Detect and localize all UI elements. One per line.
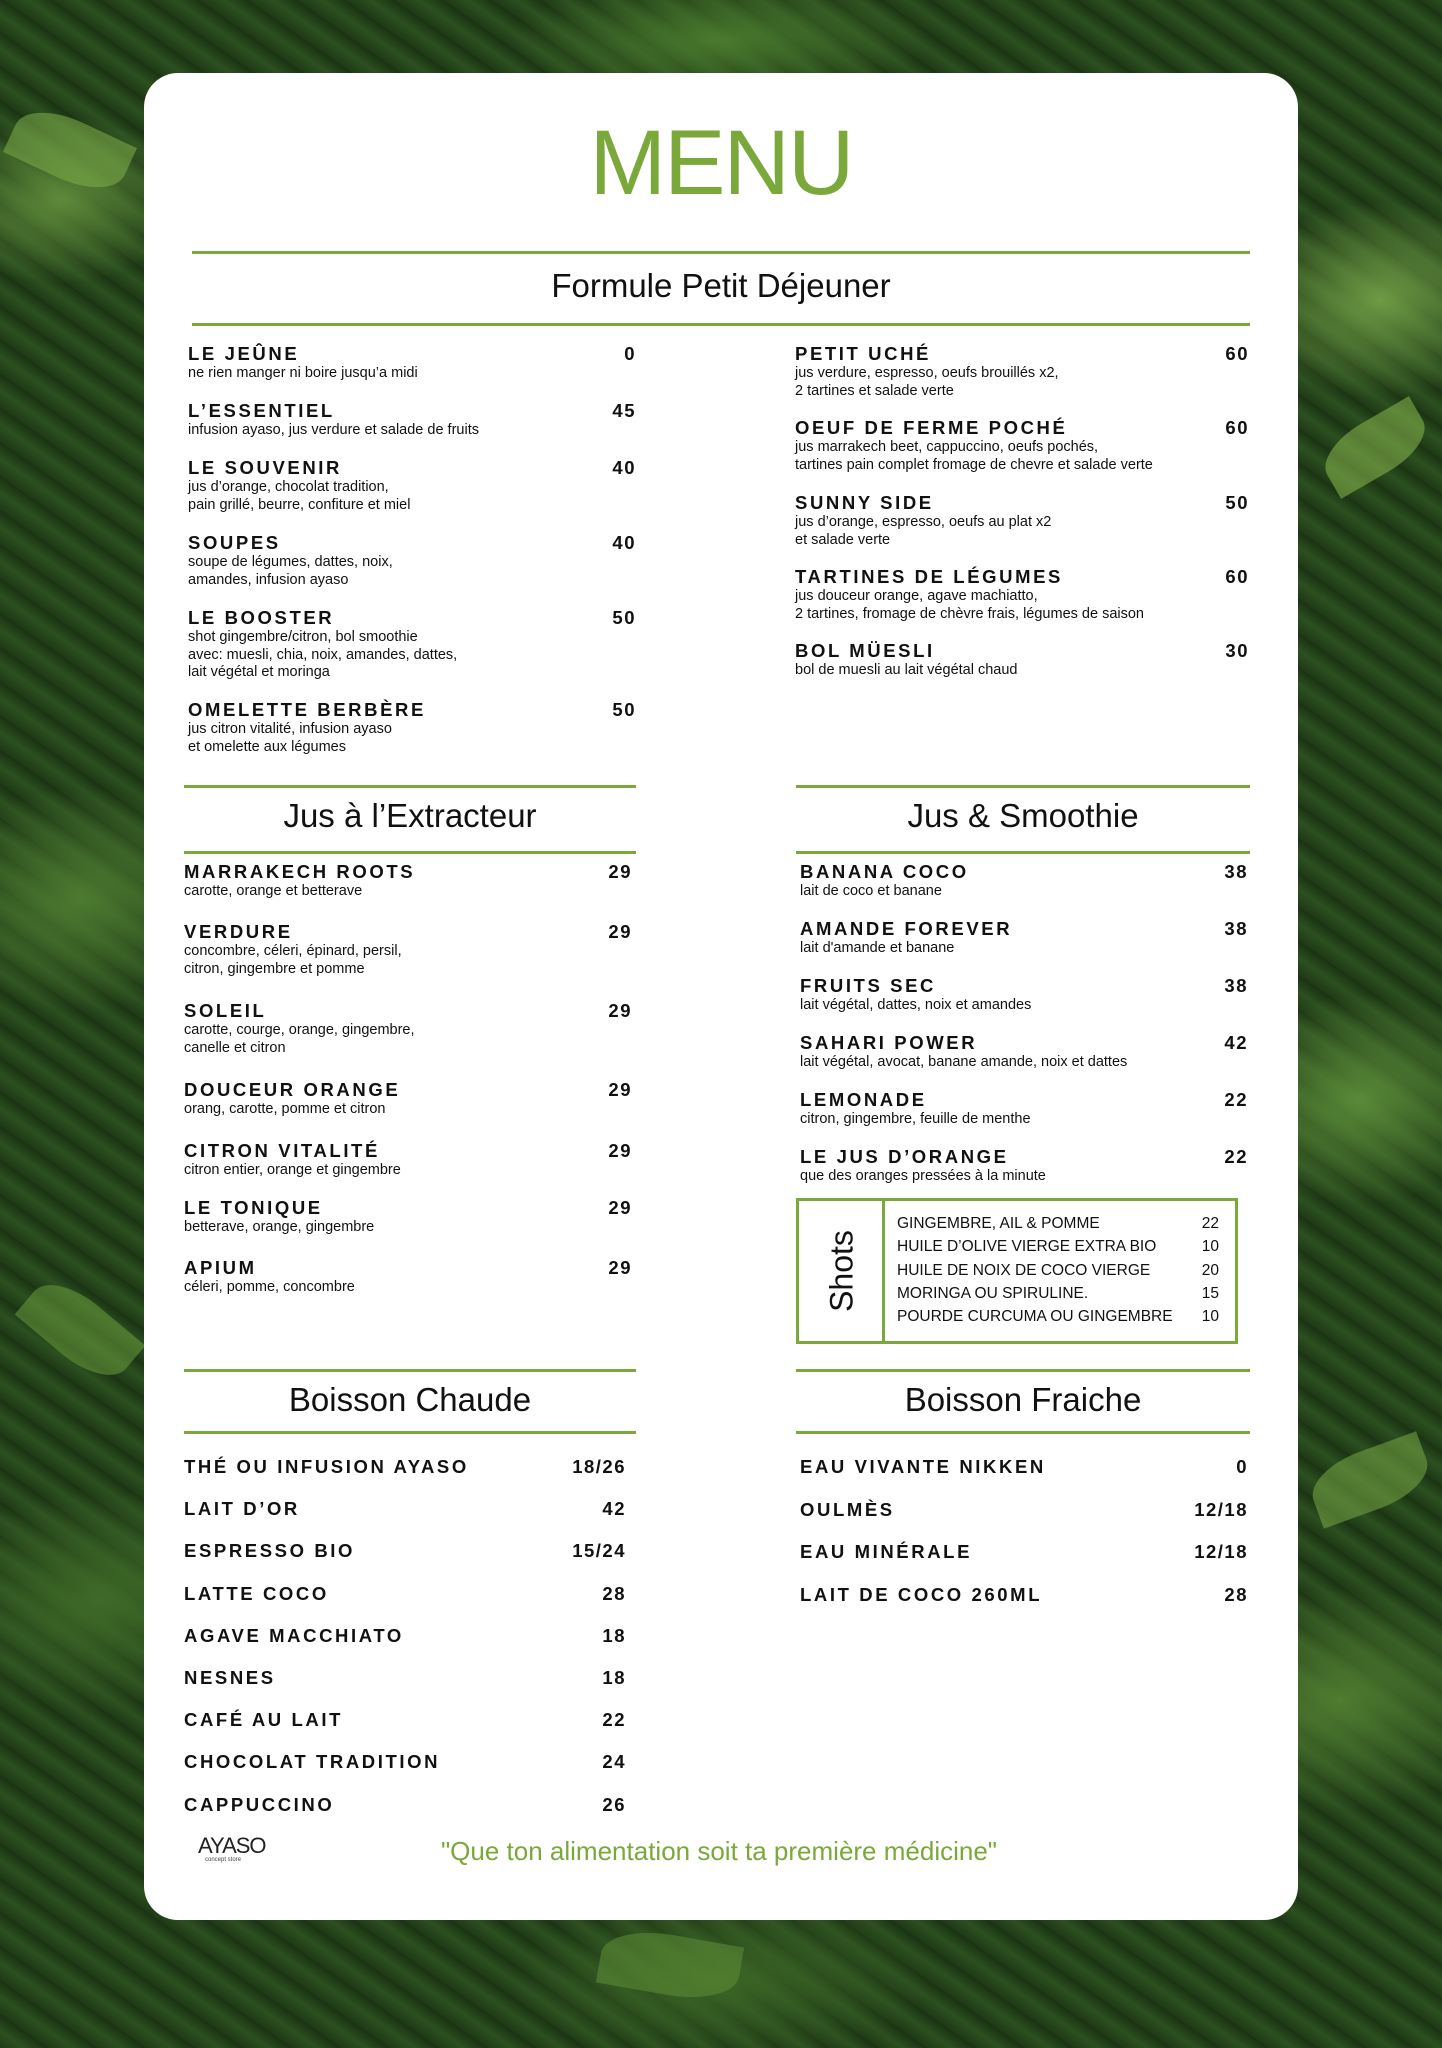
menu-item bbox=[795, 418, 1249, 474]
menu-item bbox=[184, 922, 632, 978]
menu-item bbox=[188, 533, 636, 589]
divider bbox=[796, 1369, 1250, 1372]
menu-card bbox=[144, 73, 1298, 1920]
divider bbox=[184, 1431, 636, 1434]
item-name: HUILE D’OLIVE VIERGE EXTRA BIO bbox=[897, 1238, 1157, 1256]
item-price: 20 bbox=[1201, 1261, 1219, 1279]
shots-box bbox=[796, 1198, 1238, 1344]
item-name: NESNES bbox=[184, 1667, 276, 1688]
section-title-cold: Boisson Fraiche bbox=[904, 1381, 1142, 1418]
item-name: ESPRESSO BIO bbox=[184, 1540, 356, 1562]
item-name: CAFÉ AU LAIT bbox=[184, 1709, 343, 1731]
menu-item bbox=[795, 641, 1249, 680]
item-description: carotte, courge, orange, gingembre, canelle et citron bbox=[184, 1022, 415, 1056]
item-name: MARRAKECH ROOTS bbox=[184, 861, 416, 882]
item-price: 38 bbox=[1224, 861, 1248, 882]
item-description: concombre, céleri, épinard, persil, citron, gingembre et pomme bbox=[184, 943, 402, 977]
item-description: lait végétal, dattes, noix et amandes bbox=[800, 997, 1032, 1013]
item-name: DOUCEUR ORANGE bbox=[184, 1079, 401, 1100]
item-price: 40 bbox=[612, 457, 636, 478]
divider bbox=[192, 251, 1250, 254]
item-description: jus d’orange, espresso, oeufs au plat x2 et salade verte bbox=[795, 514, 1052, 548]
item-price: 42 bbox=[1224, 1032, 1248, 1053]
menu-title: MENU bbox=[589, 112, 853, 214]
item-name: BOL MÜESLI bbox=[795, 640, 935, 661]
background-foliage bbox=[1314, 396, 1437, 499]
drink-item bbox=[184, 1751, 626, 1773]
item-price: 10 bbox=[1201, 1238, 1219, 1256]
item-price: 22 bbox=[602, 1709, 626, 1731]
item-price: 60 bbox=[1225, 417, 1249, 438]
item-price: 12/18 bbox=[1194, 1541, 1248, 1562]
item-price: 38 bbox=[1224, 975, 1248, 996]
divider bbox=[192, 323, 1250, 326]
item-name: EAU MINÉRALE bbox=[800, 1541, 973, 1562]
background-foliage bbox=[596, 1923, 744, 2006]
item-description: lait d'amande et banane bbox=[800, 940, 955, 956]
menu-item bbox=[184, 1258, 632, 1297]
item-description: ne rien manger ni boire jusqu’a midi bbox=[188, 365, 418, 381]
item-price: 38 bbox=[1224, 918, 1248, 939]
menu-item bbox=[184, 1141, 632, 1180]
item-price: 29 bbox=[608, 861, 632, 882]
drink-item bbox=[184, 1456, 626, 1478]
item-price: 50 bbox=[612, 607, 636, 628]
menu-item bbox=[188, 608, 636, 682]
item-description: citron entier, orange et gingembre bbox=[184, 1162, 401, 1178]
menu-item bbox=[800, 1033, 1248, 1072]
shot-item bbox=[897, 1215, 1219, 1233]
item-price: 40 bbox=[612, 532, 636, 553]
item-name: AGAVE MACCHIATO bbox=[184, 1624, 404, 1646]
menu-item bbox=[795, 493, 1249, 549]
drink-item bbox=[800, 1541, 1248, 1563]
drink-item bbox=[184, 1583, 626, 1605]
item-name: HUILE DE NOIX DE COCO VIERGE bbox=[897, 1261, 1151, 1279]
item-price: 42 bbox=[602, 1498, 626, 1520]
drink-item bbox=[184, 1625, 626, 1647]
item-name: CAPPUCCINO bbox=[184, 1793, 335, 1815]
menu-item bbox=[795, 567, 1249, 623]
item-name: TARTINES DE LÉGUMES bbox=[795, 566, 1063, 587]
item-description: infusion ayaso, jus verdure et salade de fruits bbox=[188, 422, 479, 438]
item-description: lait de coco et banane bbox=[800, 883, 942, 899]
drink-item bbox=[184, 1540, 626, 1562]
item-price: 29 bbox=[608, 1257, 632, 1278]
drink-item bbox=[800, 1584, 1248, 1606]
menu-item bbox=[184, 1080, 632, 1119]
item-price: 10 bbox=[1201, 1308, 1219, 1326]
section-title-extractor: Jus à l’Extracteur bbox=[283, 797, 537, 834]
drink-item bbox=[800, 1499, 1248, 1521]
drink-item bbox=[184, 1794, 626, 1816]
item-price: 12/18 bbox=[1194, 1498, 1248, 1520]
menu-item bbox=[800, 1147, 1248, 1186]
item-price: 50 bbox=[1225, 492, 1249, 513]
item-price: 18/26 bbox=[572, 1456, 626, 1477]
background-foliage bbox=[3, 97, 137, 202]
item-name: AMANDE FOREVER bbox=[800, 918, 1013, 939]
item-name: OEUF DE FERME POCHÉ bbox=[795, 417, 1068, 438]
item-name: CITRON VITALITÉ bbox=[184, 1140, 380, 1161]
item-name: APIUM bbox=[184, 1257, 257, 1278]
item-name: LE SOUVENIR bbox=[188, 457, 343, 478]
menu-item bbox=[184, 1001, 632, 1057]
item-name: SUNNY SIDE bbox=[795, 492, 934, 513]
drink-item bbox=[184, 1667, 626, 1689]
section-title-breakfast: Formule Petit Déjeuner bbox=[551, 267, 891, 304]
menu-item bbox=[188, 401, 636, 440]
item-price: 50 bbox=[612, 699, 636, 720]
ayaso-logo bbox=[198, 1833, 266, 1883]
divider bbox=[796, 785, 1250, 788]
item-price: 29 bbox=[608, 1197, 632, 1218]
logo-tagline: concept store bbox=[204, 1857, 242, 1863]
shot-item bbox=[897, 1308, 1219, 1326]
drink-item bbox=[184, 1709, 626, 1731]
item-description: lait végétal, avocat, banane amande, noix et dattes bbox=[800, 1054, 1128, 1070]
item-name: LE BOOSTER bbox=[188, 607, 335, 628]
item-price: 0 bbox=[624, 343, 636, 364]
item-name: SOUPES bbox=[188, 532, 281, 553]
item-name: SAHARI POWER bbox=[800, 1032, 978, 1053]
item-price: 29 bbox=[608, 1140, 632, 1161]
drink-item bbox=[184, 1498, 626, 1520]
item-description: céleri, pomme, concombre bbox=[184, 1279, 355, 1295]
item-name: POURDE CURCUMA OU GINGEMBRE bbox=[897, 1308, 1173, 1326]
item-name: SOLEIL bbox=[184, 1000, 267, 1021]
divider bbox=[796, 851, 1250, 854]
menu-item bbox=[800, 862, 1248, 901]
item-price: 29 bbox=[608, 921, 632, 942]
menu-item bbox=[184, 862, 632, 901]
background-foliage bbox=[15, 1268, 145, 1391]
shot-item bbox=[897, 1262, 1219, 1280]
item-name: LE TONIQUE bbox=[184, 1197, 323, 1218]
item-name: LATTE COCO bbox=[184, 1582, 329, 1604]
item-name: THÉ OU INFUSION AYASO bbox=[184, 1456, 469, 1477]
logo-text: AYASO bbox=[198, 1833, 266, 1858]
menu-item bbox=[188, 700, 636, 756]
footer-quote: "Que ton alimentation soit ta première médicine" bbox=[440, 1836, 998, 1866]
item-description: jus douceur orange, agave machiatto, 2 tartines, fromage de chèvre frais, légumes de saison bbox=[795, 588, 1144, 622]
item-description: jus citron vitalité, infusion ayaso et omelette aux légumes bbox=[188, 721, 392, 755]
item-name: OMELETTE BERBÈRE bbox=[188, 699, 426, 720]
divider bbox=[184, 851, 636, 854]
menu-item bbox=[188, 344, 636, 383]
item-price: 22 bbox=[1224, 1146, 1248, 1167]
item-description: shot gingembre/citron, bol smoothie avec: muesli, chia, noix, amandes, dattes, lait végétal et moringa bbox=[188, 629, 458, 680]
item-name: LE JUS D’ORANGE bbox=[800, 1146, 1009, 1167]
item-name: CHOCOLAT TRADITION bbox=[184, 1751, 441, 1773]
item-price: 45 bbox=[612, 400, 636, 421]
shots-label: Shots bbox=[823, 1230, 860, 1312]
item-price: 28 bbox=[602, 1582, 626, 1604]
item-description: jus marrakech beet, cappuccino, oeufs pochés, tartines pain complet fromage de chevre et salade verte bbox=[795, 439, 1153, 473]
menu-item bbox=[800, 1090, 1248, 1129]
item-price: 60 bbox=[1225, 343, 1249, 364]
item-price: 15 bbox=[1201, 1284, 1219, 1302]
item-price: 30 bbox=[1225, 640, 1249, 661]
divider bbox=[184, 1369, 636, 1372]
item-price: 22 bbox=[1201, 1215, 1219, 1232]
menu-item bbox=[795, 344, 1249, 400]
item-description: citron, gingembre, feuille de menthe bbox=[800, 1111, 1031, 1127]
shot-item bbox=[897, 1238, 1219, 1256]
divider bbox=[796, 1431, 1250, 1434]
item-description: soupe de légumes, dattes, noix, amandes, infusion ayaso bbox=[188, 554, 393, 588]
item-price: 29 bbox=[608, 1079, 632, 1100]
item-name: LE JEÛNE bbox=[188, 343, 300, 364]
background-foliage bbox=[1303, 1431, 1436, 1528]
item-name: MORINGA OU SPIRULINE. bbox=[897, 1284, 1089, 1302]
item-description: orang, carotte, pomme et citron bbox=[184, 1101, 386, 1117]
item-price: 60 bbox=[1225, 566, 1249, 587]
menu-item bbox=[184, 1198, 632, 1237]
item-price: 22 bbox=[1224, 1089, 1248, 1110]
item-description: betterave, orange, gingembre bbox=[184, 1219, 375, 1235]
section-title-smoothie: Jus & Smoothie bbox=[907, 797, 1139, 834]
item-description: que des oranges pressées à la minute bbox=[800, 1168, 1046, 1184]
section-title-hot: Boisson Chaude bbox=[288, 1381, 532, 1418]
item-price: 28 bbox=[1224, 1583, 1248, 1605]
drink-item bbox=[800, 1456, 1248, 1478]
item-description: bol de muesli au lait végétal chaud bbox=[795, 662, 1018, 678]
menu-item bbox=[800, 976, 1248, 1015]
item-name: FRUITS SEC bbox=[800, 975, 936, 996]
item-price: 24 bbox=[602, 1751, 626, 1773]
item-price: 18 bbox=[602, 1667, 626, 1688]
item-name: VERDURE bbox=[184, 921, 293, 942]
item-price: 26 bbox=[602, 1793, 626, 1815]
item-name: LAIT DE COCO 260ML bbox=[800, 1583, 1043, 1605]
item-name: EAU VIVANTE NIKKEN bbox=[800, 1456, 1046, 1477]
item-name: BANANA COCO bbox=[800, 861, 969, 882]
item-description: carotte, orange et betterave bbox=[184, 883, 363, 899]
item-description: jus d’orange, chocolat tradition, pain grillé, beurre, confiture et miel bbox=[188, 479, 411, 513]
item-name: GINGEMBRE, AIL & POMME bbox=[897, 1215, 1100, 1232]
item-name: L’ESSENTIEL bbox=[188, 400, 335, 421]
shots-label-cell bbox=[799, 1201, 885, 1341]
item-name: PETIT UCHÉ bbox=[795, 343, 931, 364]
menu-item bbox=[188, 458, 636, 514]
divider bbox=[184, 785, 636, 788]
item-price: 29 bbox=[608, 1000, 632, 1021]
shot-item bbox=[897, 1285, 1219, 1303]
menu-item bbox=[800, 919, 1248, 958]
item-name: LAIT D’OR bbox=[184, 1498, 300, 1520]
item-name: LEMONADE bbox=[800, 1089, 927, 1110]
item-description: jus verdure, espresso, oeufs brouillés x2, 2 tartines et salade verte bbox=[795, 365, 1059, 399]
item-name: OULMÈS bbox=[800, 1498, 895, 1520]
item-price: 0 bbox=[1236, 1456, 1248, 1477]
item-price: 15/24 bbox=[572, 1540, 626, 1562]
item-price: 18 bbox=[602, 1624, 626, 1646]
